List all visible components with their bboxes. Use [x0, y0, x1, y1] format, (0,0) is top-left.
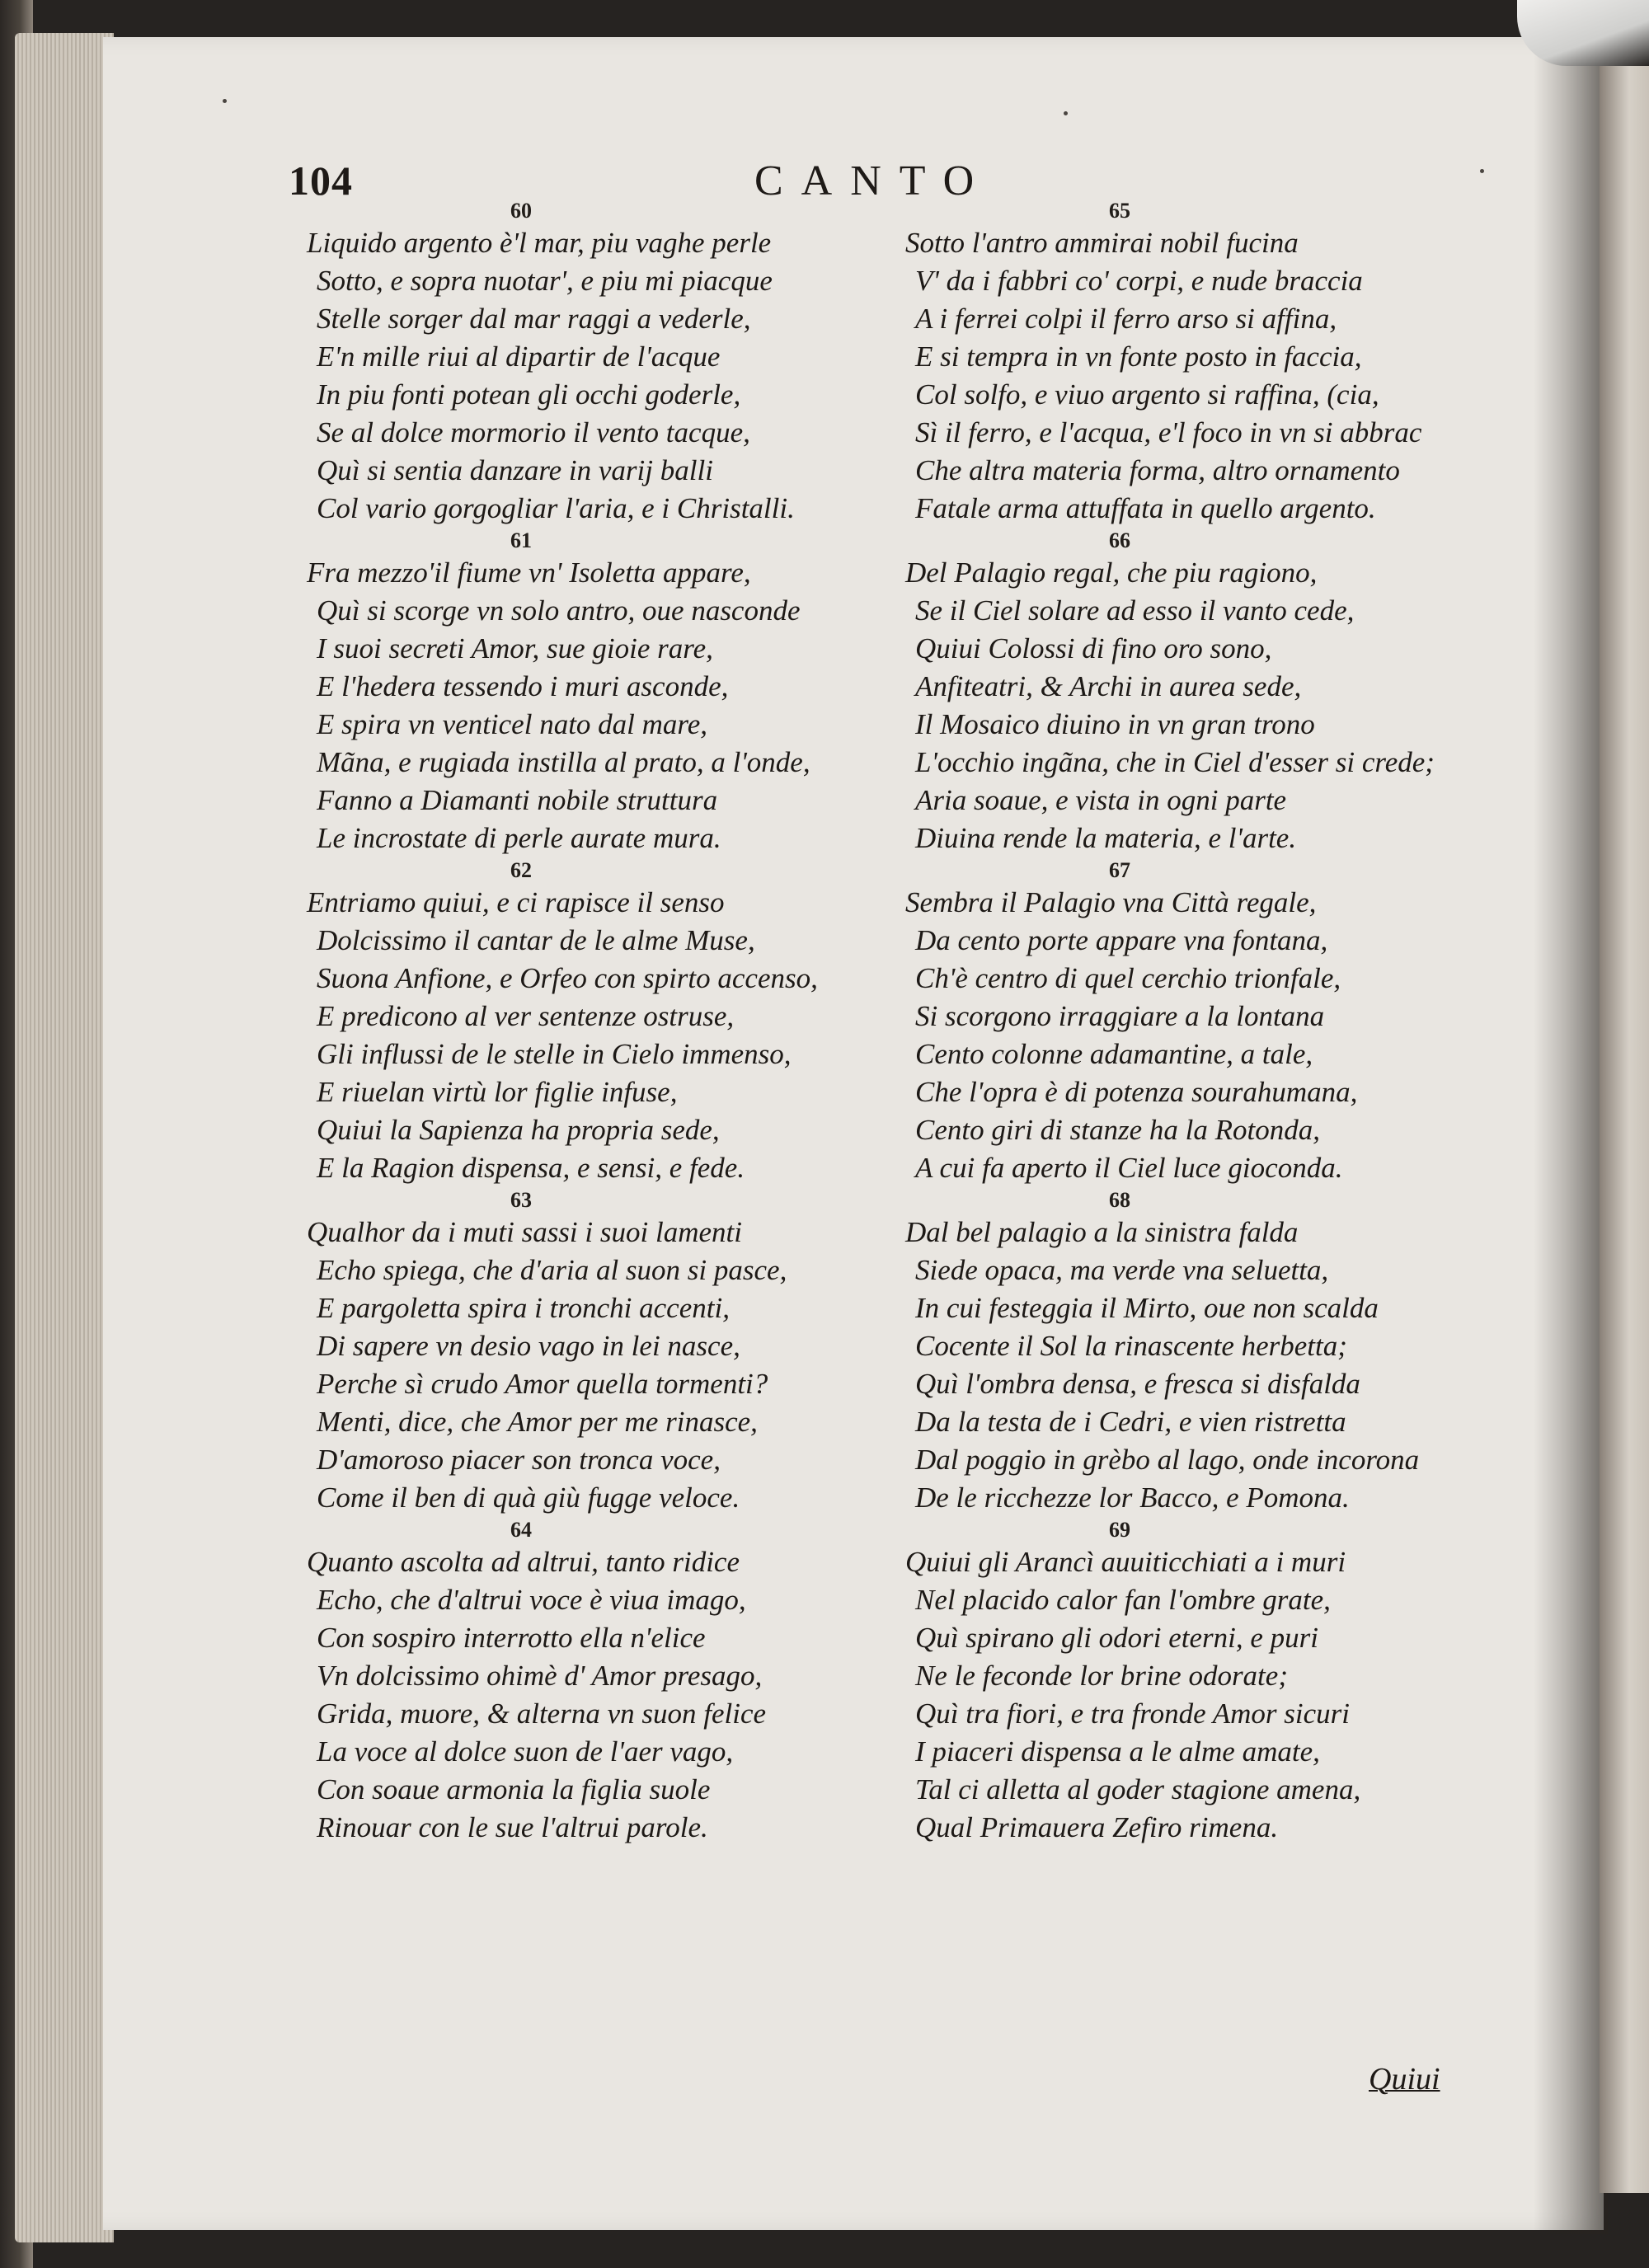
verse-line: Il Mosaico diuino in vn gran trono: [915, 708, 1315, 740]
page-number: 104: [289, 157, 353, 204]
verse-line: E si tempra in vn fonte posto in faccia,: [915, 340, 1362, 373]
verse-line: Mãna, e rugiada instilla al prato, a l'onde,: [317, 746, 810, 778]
verse-line: Quì l'ombra densa, e fresca si disfalda: [915, 1368, 1360, 1400]
verse-line: A i ferrei colpi il ferro arso si affina,: [915, 303, 1337, 335]
stanza-number: 65: [1109, 199, 1130, 223]
verse-line: In piu fonti potean gli occhi goderle,: [317, 378, 741, 411]
verse-line: Che l'opra è di potenza sourahumana,: [915, 1076, 1358, 1108]
verse-line: Quiui Colossi di fino oro sono,: [915, 632, 1272, 664]
verse-line: Vn dolcissimo ohimè d' Amor presago,: [317, 1660, 763, 1692]
stanza-number: 62: [510, 858, 532, 882]
verse-line: Quiui la Sapienza ha propria sede,: [317, 1114, 720, 1146]
verse-line: Dolcissimo il cantar de le alme Muse,: [317, 924, 755, 956]
verse-line: Se il Ciel solare ad esso il vanto cede,: [915, 594, 1355, 627]
stanza-number: 68: [1109, 1188, 1130, 1212]
verse-line: Quì spirano gli odori eterni, e puri: [915, 1622, 1319, 1654]
verse-line: Sembra il Palagio vna Città regale,: [905, 886, 1317, 918]
verse-line: E riuelan virtù lor figlie infuse,: [317, 1076, 678, 1108]
verse-line: Echo, che d'altrui voce è viua imago,: [317, 1584, 746, 1616]
verse-line: Se al dolce mormorio il vento tacque,: [317, 416, 750, 448]
stanza-number: 64: [510, 1518, 532, 1542]
verse-line: Che altra materia forma, altro ornamento: [915, 454, 1400, 486]
verse-line: E'n mille riui al dipartir de l'acque: [317, 340, 721, 373]
verse-line: Da cento porte appare vna fontana,: [915, 924, 1328, 956]
verse-line: E spira vn venticel nato dal mare,: [317, 708, 708, 740]
verse-line: Sotto, e sopra nuotar', e piu mi piacque: [317, 265, 773, 297]
stanza: [905, 1187, 1532, 1517]
gutter-shadow: [1534, 33, 1608, 2234]
verse-line: La voce al dolce suon de l'aer vago,: [317, 1735, 734, 1768]
verse-line: In cui festeggia il Mirto, oue non scalda: [915, 1292, 1379, 1324]
verse-line: Con sospiro interrotto ella n'elice: [317, 1622, 706, 1654]
verse-line: Stelle sorger dal mar raggi a vederle,: [317, 303, 751, 335]
verse-line: Le incrostate di perle aurate mura.: [317, 822, 721, 854]
stanza: [905, 857, 1532, 1187]
verse-line: Entriamo quiui, e ci rapisce il senso: [307, 886, 725, 918]
verse-line: Con soaue armonia la figlia suole: [317, 1773, 711, 1805]
verse-line: Si scorgono irraggiare a la lontana: [915, 1000, 1325, 1032]
verse-line: Cento giri di stanze ha la Rotonda,: [915, 1114, 1320, 1146]
verse-line: Sì il ferro, e l'acqua, e'l foco in vn si abbrac: [915, 416, 1422, 448]
verse-line: Rinouar con le sue l'altrui parole.: [317, 1811, 708, 1843]
verse-line: I piaceri dispensa a le alme amate,: [915, 1735, 1320, 1768]
stanza: [307, 528, 933, 857]
verse-line: De le ricchezze lor Bacco, e Pomona.: [915, 1481, 1350, 1514]
paper-speck: [223, 99, 227, 103]
verse-line: Diuina rende la materia, e l'arte.: [915, 822, 1297, 854]
verse-line: Da la testa de i Cedri, e vien ristretta: [915, 1406, 1346, 1438]
verse-line: Qual Primauera Zefiro rimena.: [915, 1811, 1279, 1843]
canto-header: CANTO: [754, 157, 993, 204]
verse-line: Fanno a Diamanti nobile struttura: [317, 784, 718, 816]
verse-line: Del Palagio regal, che piu ragiono,: [905, 556, 1318, 589]
right-column: [905, 198, 1532, 1847]
page-corner: [1517, 0, 1649, 66]
verse-line: Quanto ascolta ad altrui, tanto ridice: [307, 1546, 740, 1578]
stanza-number: 67: [1109, 858, 1130, 882]
verse-line: E predicono al ver sentenze ostruse,: [317, 1000, 735, 1032]
stanza: [905, 1517, 1532, 1847]
verse-line: Nel placido calor fan l'ombre grate,: [915, 1584, 1331, 1616]
verse-line: Anfiteatri, & Archi in aurea sede,: [915, 670, 1302, 702]
stanza: [905, 528, 1532, 857]
verse-line: Qualhor da i muti sassi i suoi lamenti: [307, 1216, 742, 1248]
paper-speck: [1064, 111, 1068, 115]
verse-line: Grida, muore, & alterna vn suon felice: [317, 1697, 767, 1730]
verse-line: Dal poggio in grèbo al lago, onde incorona: [915, 1444, 1420, 1476]
verse-line: Ch'è centro di quel cerchio trionfale,: [915, 962, 1341, 994]
verse-line: E l'hedera tessendo i muri asconde,: [317, 670, 729, 702]
verse-line: Menti, dice, che Amor per me rinasce,: [317, 1406, 758, 1438]
verse-line: Cento colonne adamantine, a tale,: [915, 1038, 1313, 1070]
verse-line: Liquido argento è'l mar, piu vaghe perle: [307, 227, 772, 259]
verse-line: V' da i fabbri co' corpi, e nude braccia: [915, 265, 1363, 297]
verse-line: Col solfo, e viuo argento si raffina, (cia,: [915, 378, 1379, 411]
verse-line: Ne le feconde lor brine odorate;: [915, 1660, 1288, 1692]
catchword: Quiui: [1369, 2062, 1440, 2097]
stanza: [905, 198, 1532, 528]
verse-line: E la Ragion dispensa, e sensi, e fede.: [317, 1152, 745, 1184]
stanza-number: 60: [510, 199, 532, 223]
stanza-number: 63: [510, 1188, 532, 1212]
stanza: [307, 1517, 933, 1847]
verse-line: Fra mezzo'il fiume vn' Isoletta appare,: [307, 556, 751, 589]
stanza-number: 69: [1109, 1518, 1130, 1542]
left-column: [307, 198, 933, 1847]
stanza-number: 61: [510, 528, 532, 552]
stanza: [307, 198, 933, 528]
verse-line: Di sapere vn desio vago in lei nasce,: [317, 1330, 740, 1362]
verse-line: Sotto l'antro ammirai nobil fucina: [905, 227, 1299, 259]
facing-page-strip: [1600, 49, 1649, 2193]
verse-line: Tal ci alletta al goder stagione amena,: [915, 1773, 1361, 1805]
verse-line: Echo spiega, che d'aria al suon si pasce,: [317, 1254, 787, 1286]
verse-line: I suoi secreti Amor, sue gioie rare,: [317, 632, 713, 664]
verse-line: Dal bel palagio a la sinistra falda: [905, 1216, 1299, 1248]
verse-line: Quì tra fiori, e tra fronde Amor sicuri: [915, 1697, 1350, 1730]
stanza: [307, 857, 933, 1187]
verse-line: Gli influssi de le stelle in Cielo immenso,: [317, 1038, 792, 1070]
verse-line: Col vario gorgogliar l'aria, e i Christalli.: [317, 492, 795, 524]
verse-line: Aria soaue, e vista in ogni parte: [915, 784, 1287, 816]
page-stack-edge: [15, 33, 114, 2242]
verse-line: Cocente il Sol la rinascente herbetta;: [915, 1330, 1347, 1362]
verse-line: E pargoletta spira i tronchi accenti,: [317, 1292, 730, 1324]
verse-line: Quiui gli Arancì auuiticchiati a i muri: [905, 1546, 1346, 1578]
verse-line: A cui fa aperto il Ciel luce gioconda.: [915, 1152, 1343, 1184]
verse-line: Siede opaca, ma verde vna seluetta,: [915, 1254, 1329, 1286]
verse-line: Quì si sentia danzare in varij balli: [317, 454, 713, 486]
stanza-number: 66: [1109, 528, 1130, 552]
verse-line: Suona Anfione, e Orfeo con spirto accenso,: [317, 962, 818, 994]
verse-line: D'amoroso piacer son tronca voce,: [317, 1444, 721, 1476]
verse-line: Fatale arma attuffata in quello argento.: [915, 492, 1376, 524]
verse-line: L'occhio ingãna, che in Ciel d'esser si crede;: [915, 746, 1435, 778]
stanza: [307, 1187, 933, 1517]
verse-line: Come il ben di quà giù fugge veloce.: [317, 1481, 740, 1514]
verse-line: Quì si scorge vn solo antro, oue nasconde: [317, 594, 801, 627]
verse-line: Perche sì crudo Amor quella tormenti?: [317, 1368, 768, 1400]
